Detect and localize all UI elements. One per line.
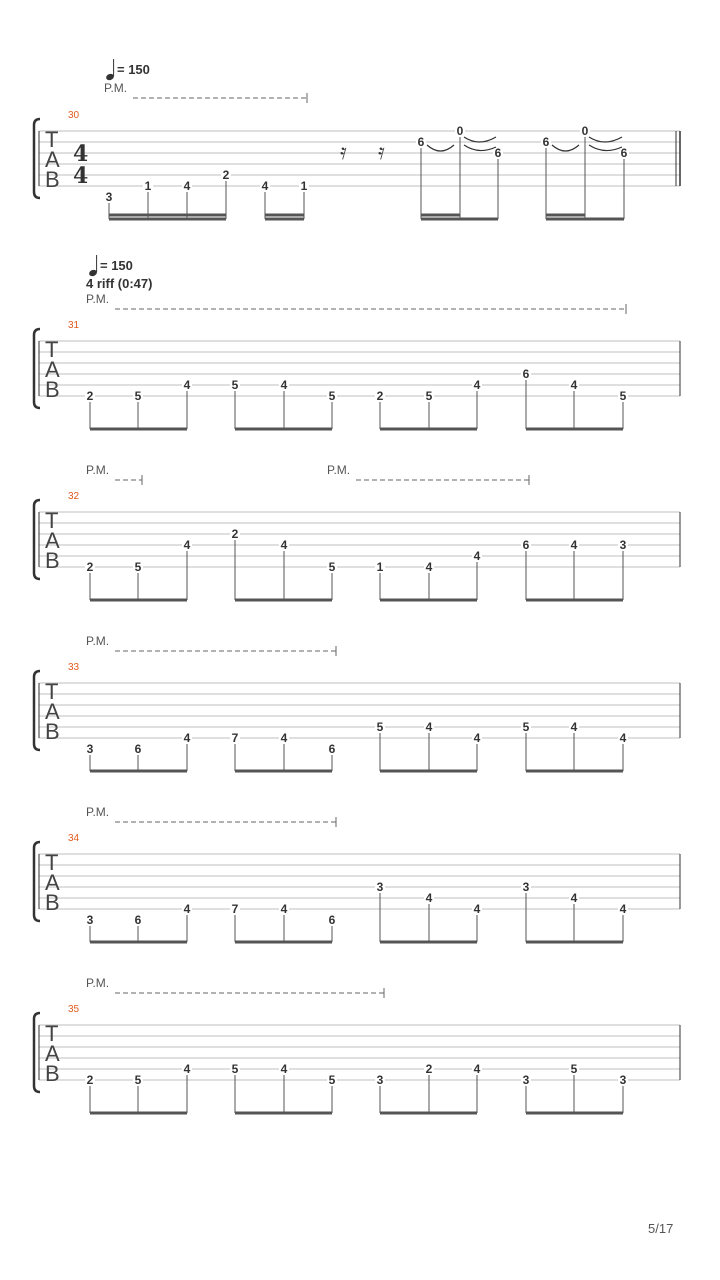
fret-number: 4 [473,549,481,563]
fret-number: 3 [619,538,627,552]
fret-number: 4 [280,731,288,745]
measure-number: 33 [68,662,80,673]
staff-system-31 [34,255,680,429]
tab-clef-letter-a: A [45,528,60,553]
fret-number: 4 [619,731,627,745]
measure-number: 32 [68,491,80,502]
tab-clef-letter-a: A [45,1041,60,1066]
page-number: 5/17 [648,1221,674,1236]
fret-number: 4 [183,731,191,745]
fret-number: 2 [222,168,230,182]
fret-number: 0 [581,124,589,138]
tab-clef-letter-t: T [45,679,59,704]
fret-number: 6 [494,146,502,160]
staff-system-34 [34,805,680,942]
fret-number: 3 [522,1073,530,1087]
fret-number: 4 [570,720,578,734]
fret-number: 5 [425,389,433,403]
fret-number: 5 [231,378,239,392]
fret-number: 4 [280,902,288,916]
fret-number: 4 [473,902,481,916]
fret-number: 2 [376,389,384,403]
tab-clef-letter-t: T [45,337,59,362]
staff-system-30 [34,59,680,219]
fret-number: 2 [231,527,239,541]
fret-number: 5 [328,389,336,403]
tie-arc [427,145,454,151]
fret-number: 3 [105,190,113,204]
fret-number: 4 [425,720,433,734]
tab-clef-letter-a: A [45,870,60,895]
time-signature-top: 4 [73,141,89,167]
sixteenth-rest-icon: 𝄿 [378,139,385,164]
tab-clef-letter-t: T [45,850,59,875]
fret-number: 4 [473,731,481,745]
fret-number: 6 [522,538,530,552]
fret-number: 4 [425,560,433,574]
fret-number: 4 [183,378,191,392]
fret-number: 5 [328,1073,336,1087]
tab-clef-letter-b: B [45,1061,60,1086]
fret-number: 4 [183,538,191,552]
measure-number: 34 [68,833,80,844]
fret-number: 4 [280,1062,288,1076]
fret-number: 4 [261,179,269,193]
fret-number: 4 [183,902,191,916]
tempo-marking: = 150 [117,62,150,77]
fret-number: 5 [231,1062,239,1076]
fret-number: 0 [456,124,464,138]
fret-number: 5 [134,1073,142,1087]
tab-clef-letter-a: A [45,699,60,724]
tie-arc [464,137,496,142]
time-signature-bottom: 4 [73,163,89,189]
tab-clef-letter-b: B [45,167,60,192]
tab-clef-letter-t: T [45,127,59,152]
palm-mute-label: P.M. [86,805,110,819]
fret-number: 2 [86,389,94,403]
fret-number: 2 [425,1062,433,1076]
tab-clef-letter-a: A [45,357,60,382]
fret-number: 4 [425,891,433,905]
sixteenth-rest-icon: 𝄿 [340,139,347,164]
measure-number: 35 [68,1004,80,1015]
fret-number: 1 [144,179,152,193]
fret-number: 6 [620,146,628,160]
tab-clef-letter-a: A [45,147,60,172]
tie-arc [552,145,579,151]
fret-number: 6 [542,135,550,149]
palm-mute-label: P.M. [86,292,110,306]
fret-number: 4 [570,891,578,905]
fret-number: 2 [86,560,94,574]
fret-number: 2 [86,1073,94,1087]
fret-number: 7 [231,902,239,916]
fret-number: 1 [300,179,308,193]
fret-number: 4 [280,538,288,552]
tab-clef-letter-b: B [45,719,60,744]
fret-number: 4 [473,378,481,392]
fret-number: 4 [183,1062,191,1076]
fret-number: 5 [134,560,142,574]
fret-number: 4 [570,378,578,392]
fret-number: 3 [86,913,94,927]
tab-clef-letter-b: B [45,548,60,573]
palm-mute-label: P.M. [104,81,128,95]
fret-number: 6 [328,913,336,927]
fret-number: 5 [570,1062,578,1076]
fret-number: 6 [328,742,336,756]
fret-number: 6 [134,742,142,756]
fret-number: 4 [473,1062,481,1076]
tie-arc [589,145,622,151]
tab-clef-letter-t: T [45,508,59,533]
tab-clef-letter-t: T [45,1021,59,1046]
fret-number: 6 [417,135,425,149]
fret-number: 1 [376,560,384,574]
palm-mute-label: P.M. [86,634,110,648]
measure-number: 31 [68,320,80,331]
fret-number: 5 [522,720,530,734]
fret-number: 5 [619,389,627,403]
fret-number: 3 [376,1073,384,1087]
tie-arc [589,137,622,142]
palm-mute-label: P.M. [86,976,110,990]
measure-number: 30 [68,110,80,121]
fret-number: 5 [134,389,142,403]
staff-system-32 [34,463,680,600]
tempo-marking: = 150 [100,258,133,273]
fret-number: 3 [619,1073,627,1087]
fret-number: 6 [134,913,142,927]
fret-number: 5 [376,720,384,734]
fret-number: 4 [280,378,288,392]
fret-number: 3 [522,880,530,894]
fret-number: 4 [570,538,578,552]
fret-number: 4 [183,179,191,193]
fret-number: 3 [86,742,94,756]
tie-arc [464,145,496,151]
fret-number: 7 [231,731,239,745]
staff-system-33 [34,634,680,771]
section-marker: 4 riff (0:47) [86,276,153,291]
palm-mute-label: P.M. [327,463,351,477]
fret-number: 6 [522,367,530,381]
tab-clef-letter-b: B [45,377,60,402]
fret-number: 4 [619,902,627,916]
fret-number: 3 [376,880,384,894]
staff-system-35 [34,976,680,1113]
tab-clef-letter-b: B [45,890,60,915]
fret-number: 5 [328,560,336,574]
palm-mute-label: P.M. [86,463,110,477]
